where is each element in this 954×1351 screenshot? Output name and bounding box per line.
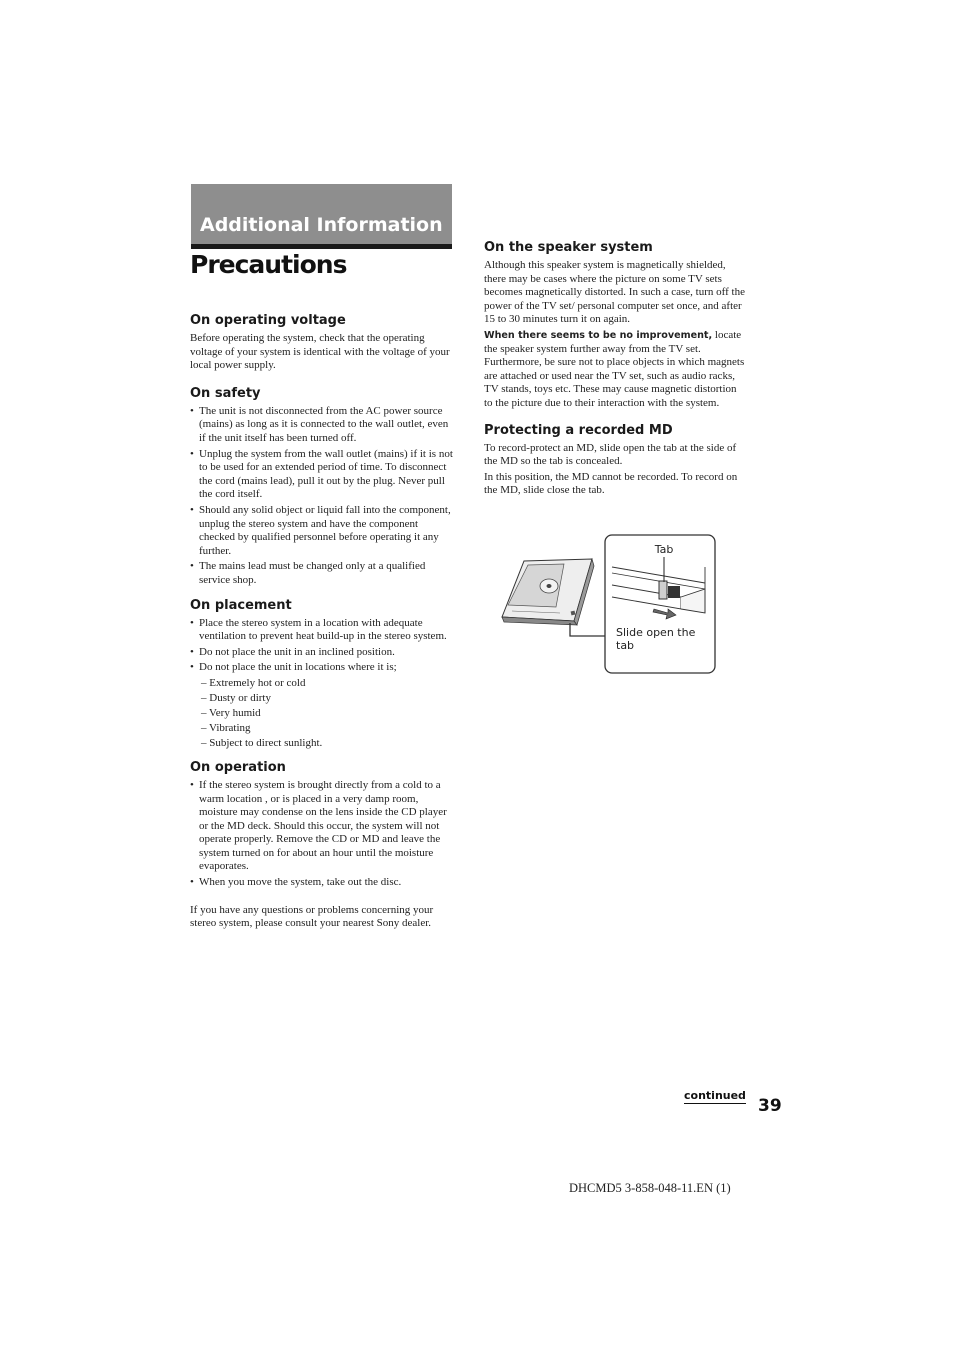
section-banner-rule: [191, 244, 452, 249]
list-item: • When you move the system, take out the disc.: [190, 876, 453, 890]
protecting-md-heading: Protecting a recorded MD: [484, 422, 673, 438]
list-item: • Unplug the system from the wall outlet (mains) if it is not to be used for an extended period of time. To disconnect the cord (mains lead), pull it out by the plug. Never pull the cord itself.: [190, 448, 453, 502]
left-column: [190, 313, 453, 931]
right-column: [484, 240, 746, 498]
placement-sub-list: [199, 677, 453, 750]
list-item-text: Do not place the unit in locations where it is;: [199, 661, 397, 674]
safety-list: [190, 405, 453, 588]
operation-section: [190, 760, 453, 890]
list-item: • Should any solid object or liquid fall into the component, unplug the stereo system and have the component checked by qualified personnel before operating it any further.: [190, 504, 453, 558]
placement-section: [190, 598, 453, 750]
operating-voltage-text: Before operating the system, check that the operating voltage of your system is identical with the voltage of your local power supply.: [190, 332, 450, 372]
closing-note: If you have any questions or problems concerning your stereo system, please consult your nearest Sony dealer.: [190, 903, 434, 930]
sub-list-item: – Subject to direct sunlight.: [201, 736, 323, 749]
sub-list-item: – Vibrating: [201, 721, 251, 734]
protecting-md-text-2: In this position, the MD cannot be recorded. To record on the MD, slide close the tab.: [484, 470, 738, 497]
protecting-md-text-1: To record-protect an MD, slide open the tab at the side of the MD so the tab is concealed.: [484, 441, 737, 468]
speaker-system-text: Although this speaker system is magnetically shielded, there may be cases where the picture on some TV sets becomes magnetically distorted. In such a case, turn off the power of the TV set/ personal computer set once, and after 15 to 30 minutes turn it on again.: [484, 259, 745, 326]
figure-caption-line-1: Slide open the: [616, 626, 696, 639]
tab-label: Tab: [654, 543, 674, 556]
list-item: • Do not place the unit in an inclined position.: [190, 646, 453, 660]
list-item: • Place the stereo system in a location with adequate ventilation to prevent heat build-up in the stereo system.: [190, 617, 453, 644]
speaker-runin-text: locate the speaker system further away from the TV set. Furthermore, be sure not to place objects in which magnets are attached or used near the TV set, such as audio racks, TV stands, toys etc. These may cause magnetic distortion to the picture due to their interaction with the system.: [484, 328, 745, 409]
placement-heading: On placement: [190, 597, 292, 613]
speaker-system-advice: [484, 329, 746, 411]
sub-list-item: – Extremely hot or cold: [201, 676, 306, 689]
list-item: • The unit is not disconnected from the AC power source (mains) as long as it is connected to the wall outlet, even if the unit itself has been turned off.: [190, 405, 453, 446]
safety-heading: On safety: [190, 385, 261, 401]
document-code: DHCMD5 3-858-048-11.EN (1): [569, 1181, 731, 1195]
operation-list: [190, 779, 453, 890]
placement-list: [190, 617, 453, 750]
minidisc-illustration: [502, 559, 594, 625]
list-item: [190, 661, 453, 750]
operating-voltage-section: [190, 313, 453, 373]
list-item: • If the stereo system is brought directly from a cold to a warm location , or is placed in a very damp room, moisture may condense on the lens inside the CD player or the MD deck. Should this occur, the system will not operate properly. Remove the CD or MD and leave the system turned on for about an hour until the moisture evaporates.: [190, 779, 453, 874]
sub-list-item: – Dusty or dirty: [201, 691, 271, 704]
speaker-system-heading: On the speaker system: [484, 240, 653, 255]
sub-list-item: – Very humid: [201, 706, 261, 719]
speaker-system-section: [484, 240, 746, 411]
operation-heading: On operation: [190, 759, 286, 775]
page-title: Precautions: [190, 250, 347, 279]
continued-label: continued: [684, 1089, 746, 1102]
page-number: 39: [758, 1096, 782, 1116]
protecting-md-section: [484, 423, 746, 498]
figure-caption-line-2: tab: [616, 639, 635, 652]
section-title: Additional Information: [200, 214, 443, 236]
md-tab-illustration: [498, 533, 720, 678]
operating-voltage-heading: On operating voltage: [190, 313, 346, 328]
list-item: • The mains lead must be changed only at a qualified service shop.: [190, 560, 453, 587]
safety-section: [190, 386, 453, 588]
speaker-runin-label: When there seems to be no improvement,: [484, 329, 713, 341]
